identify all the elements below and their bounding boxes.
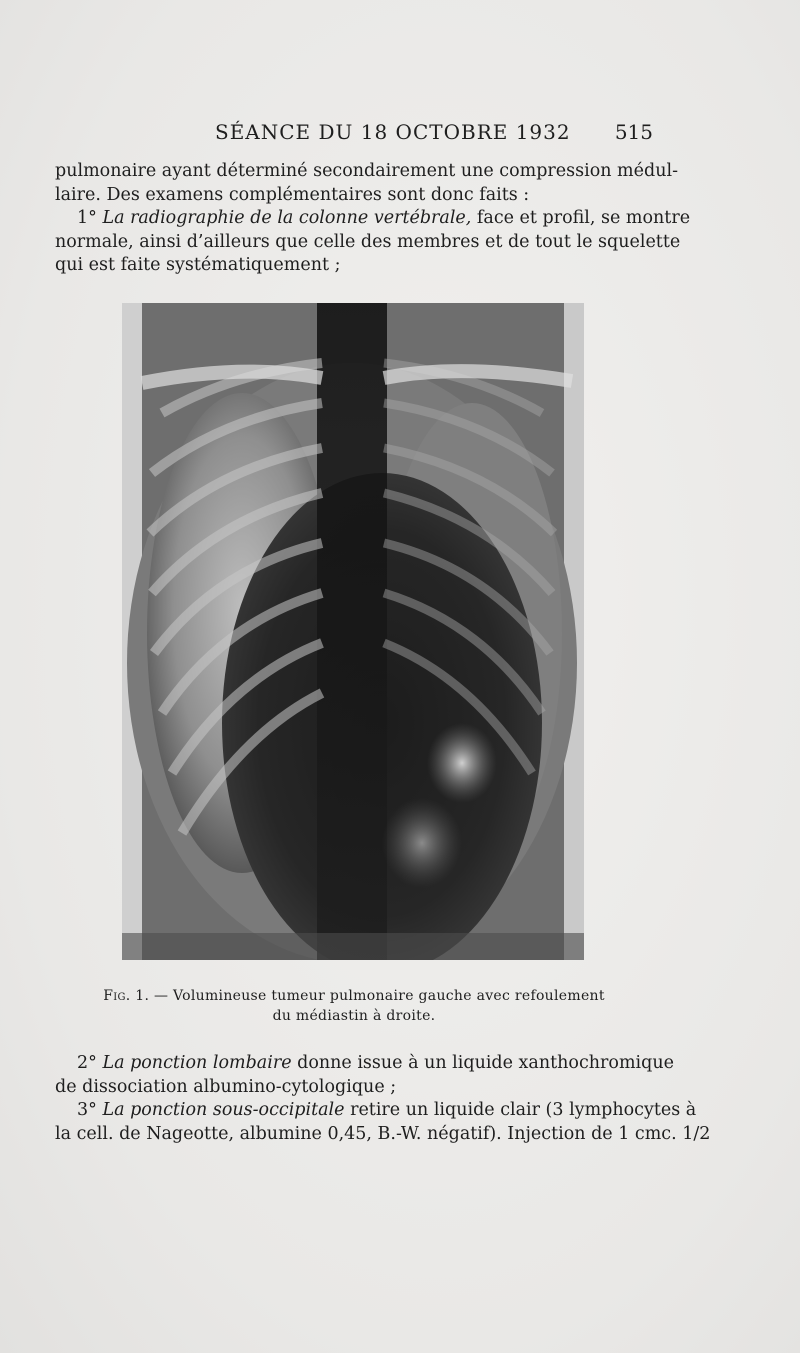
list-number: 1° (77, 208, 103, 228)
text-run: retire un liquide clair (3 lymphocytes à (344, 1100, 697, 1120)
header-title: SÉANCE DU 18 OCTOBRE 1932 (215, 120, 571, 144)
text-line: la cell. de Nageotte, albumine 0,45, B.-W. négatif). Injection de 1 cmc. 1/2 (55, 1123, 711, 1144)
text-line: normale, ainsi d’ailleurs que celle des membres et de tout le squelette (55, 231, 681, 252)
italic-term: La ponction sous-occipitale (102, 1100, 345, 1120)
italic-term: La radiographie de la colonne vertébrale, (102, 208, 472, 228)
text-line: de dissociation albumino-cytologique ; (55, 1076, 397, 1097)
text-line: laire. Des examens complémentaires sont donc faits : (55, 184, 530, 205)
list-number: 3° (77, 1100, 103, 1120)
text-run: donne issue à un liquide xanthochromique (291, 1053, 674, 1073)
text-run: face et profil, se montre (471, 208, 691, 228)
xray-image (122, 303, 584, 960)
caption-text: du médiastin à droite. (272, 1008, 436, 1024)
text-line: qui est faite systématiquement ; (55, 255, 341, 275)
figure-label: Fig. 1. (103, 988, 150, 1004)
running-header (55, 116, 653, 146)
chest-xray-figure (122, 303, 584, 960)
paragraph-procedures (55, 1052, 711, 1146)
page-number: 515 (614, 120, 653, 144)
caption-text: — Volumineuse tumeur pulmonaire gauche avec refoulement (149, 988, 605, 1004)
figure-caption (55, 986, 653, 1026)
text-line (55, 1052, 674, 1076)
paragraph-intro (55, 160, 691, 278)
italic-term: La ponction lombaire (102, 1053, 292, 1073)
list-number: 2° (77, 1053, 103, 1073)
text-line (55, 207, 691, 231)
text-line (55, 1099, 697, 1123)
text-line: pulmonaire ayant déterminé secondairement une compression médul- (55, 161, 678, 181)
